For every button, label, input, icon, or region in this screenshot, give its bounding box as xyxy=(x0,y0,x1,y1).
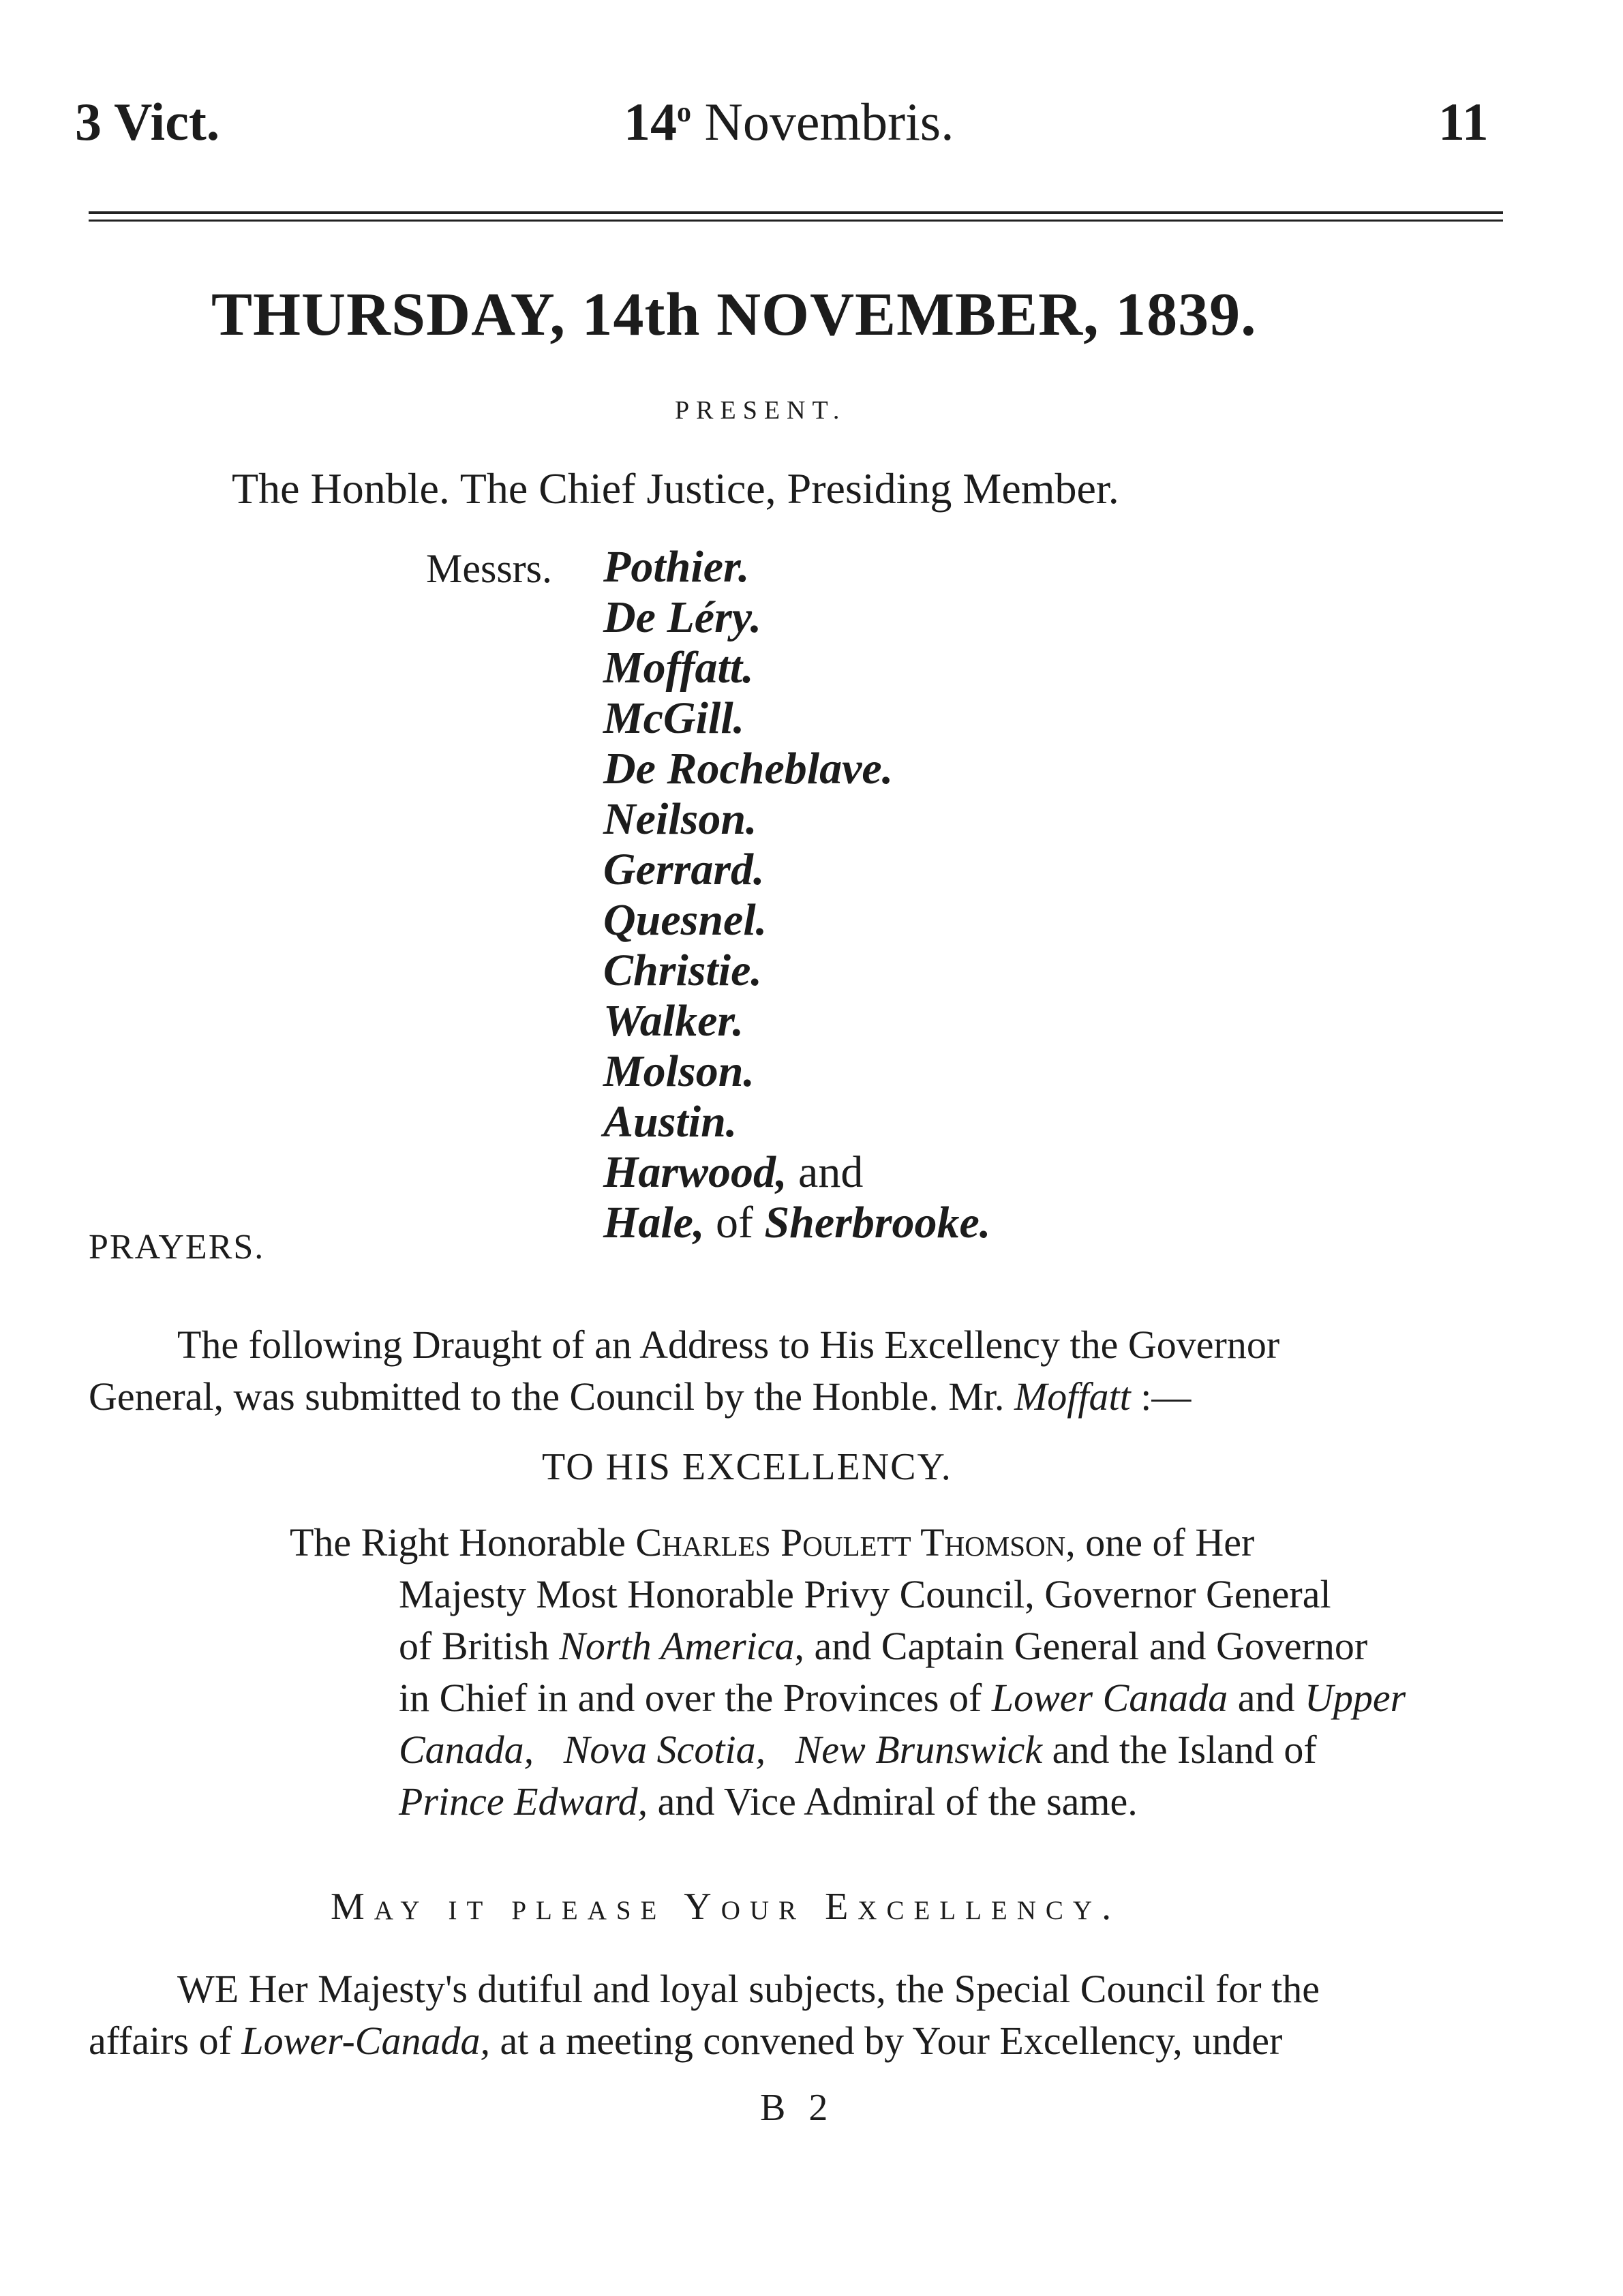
address-heading: TO HIS EXCELLENCY. xyxy=(542,1446,952,1488)
member-list xyxy=(603,542,1217,1248)
place-canada: Canada, xyxy=(399,1727,534,1772)
place-north-america: North America xyxy=(559,1624,795,1668)
body-line-2 xyxy=(89,2015,1510,2067)
header-rule-top xyxy=(89,211,1503,214)
presiding-member: The Honble. The Chief Justice, Presiding Member. xyxy=(232,464,1119,513)
member-harwood xyxy=(603,1147,1217,1198)
addressee-line-6 xyxy=(290,1776,1503,1828)
place-lower-canada: Lower Canada xyxy=(991,1676,1228,1720)
addressee-line-3-post: , and Captain General and Governor xyxy=(794,1624,1368,1668)
member-name: Walker. xyxy=(603,996,744,1046)
intro-line-2-end: :— xyxy=(1130,1374,1192,1419)
addressee-line-4-mid: and xyxy=(1228,1676,1305,1720)
addressee-line-3-pre: of British xyxy=(399,1624,560,1668)
member-name: Gerrard. xyxy=(603,845,765,894)
salutation: May it please Your Excellency. xyxy=(331,1886,1121,1928)
member-hale-name: Hale, xyxy=(603,1198,705,1248)
running-head-month: Novembris. xyxy=(704,92,954,151)
addressee-block xyxy=(290,1517,1503,1828)
body-paragraph xyxy=(89,1963,1510,2067)
member-name: Pothier. xyxy=(603,542,750,592)
prayers-heading: PRAYERS. xyxy=(89,1228,265,1267)
member-name: Quesnel. xyxy=(603,895,768,945)
member-name: Moffatt. xyxy=(603,643,754,693)
page-number: 11 xyxy=(1438,92,1489,151)
intro-line-2 xyxy=(89,1371,1510,1423)
addressee-line-1 xyxy=(290,1517,1503,1569)
place-upper: Upper xyxy=(1305,1676,1406,1720)
addressee-line-1-pre: The Right Honorable xyxy=(290,1520,636,1565)
body-line-2-post: at a meeting convened by Your Excellency, under xyxy=(490,2019,1283,2063)
member-hale-place: Sherbrooke. xyxy=(764,1198,991,1248)
addressee-line-5-post: and the Island of xyxy=(1042,1727,1317,1772)
member-name: Neilson. xyxy=(603,794,757,844)
present-label: PRESENT. xyxy=(675,396,847,425)
body-line-1: WE Her Majesty's dutiful and loyal subjects, the Special Council for the xyxy=(177,1967,1320,2011)
addressee-line-1-post: , one of Her xyxy=(1065,1520,1255,1565)
running-head-ordinal: o xyxy=(677,97,691,128)
place-prince-edward: Prince Edward, xyxy=(399,1779,648,1824)
member-name: Austin. xyxy=(603,1097,738,1147)
member-name: Molson. xyxy=(603,1046,755,1096)
running-head-left: 3 Vict. xyxy=(75,92,220,151)
session-title: THURSDAY, 14th NOVEMBER, 1839. xyxy=(211,281,1257,348)
governor-name: Charles Poulett Thomson xyxy=(635,1520,1066,1565)
addressee-line-4 xyxy=(290,1672,1503,1724)
place-lower-canada-hyphen: Lower-Canada, xyxy=(241,2019,490,2063)
member-name: De Léry. xyxy=(603,592,762,642)
member-hale-of: of xyxy=(704,1198,765,1248)
intro-line-2-text: General, was submitted to the Council by the Honble. Mr. xyxy=(89,1374,1014,1419)
addressee-line-5 xyxy=(290,1724,1503,1776)
member-harwood-suffix: and xyxy=(787,1147,864,1197)
header-rule-bottom xyxy=(89,220,1503,222)
running-head-center xyxy=(624,92,954,151)
addressee-line-4-pre: in Chief in and over the Provinces of xyxy=(399,1676,992,1720)
addressee-line-3 xyxy=(290,1620,1503,1672)
intro-line-1: The following Draught of an Address to His Excellency the Governor xyxy=(177,1323,1280,1367)
body-line-2-pre: affairs of xyxy=(89,2019,242,2063)
member-harwood-name: Harwood, xyxy=(603,1147,787,1197)
intro-mover-name: Moffatt xyxy=(1014,1374,1131,1419)
member-name: McGill. xyxy=(603,693,745,743)
member-name: De Rocheblave. xyxy=(603,744,894,794)
intro-paragraph xyxy=(89,1319,1510,1423)
addressee-line-2: Majesty Most Honorable Privy Council, Governor General xyxy=(399,1572,1331,1616)
running-head-day: 14 xyxy=(624,92,677,151)
signature-mark: B 2 xyxy=(760,2087,835,2129)
place-nova-scotia: Nova Scotia, xyxy=(563,1727,766,1772)
addressee-line-6-post: and Vice Admiral of the same. xyxy=(648,1779,1138,1824)
place-new-brunswick: New Brunswick xyxy=(795,1727,1043,1772)
messrs-label: Messrs. xyxy=(426,546,553,591)
member-hale xyxy=(603,1198,1217,1248)
member-name: Christie. xyxy=(603,946,762,995)
